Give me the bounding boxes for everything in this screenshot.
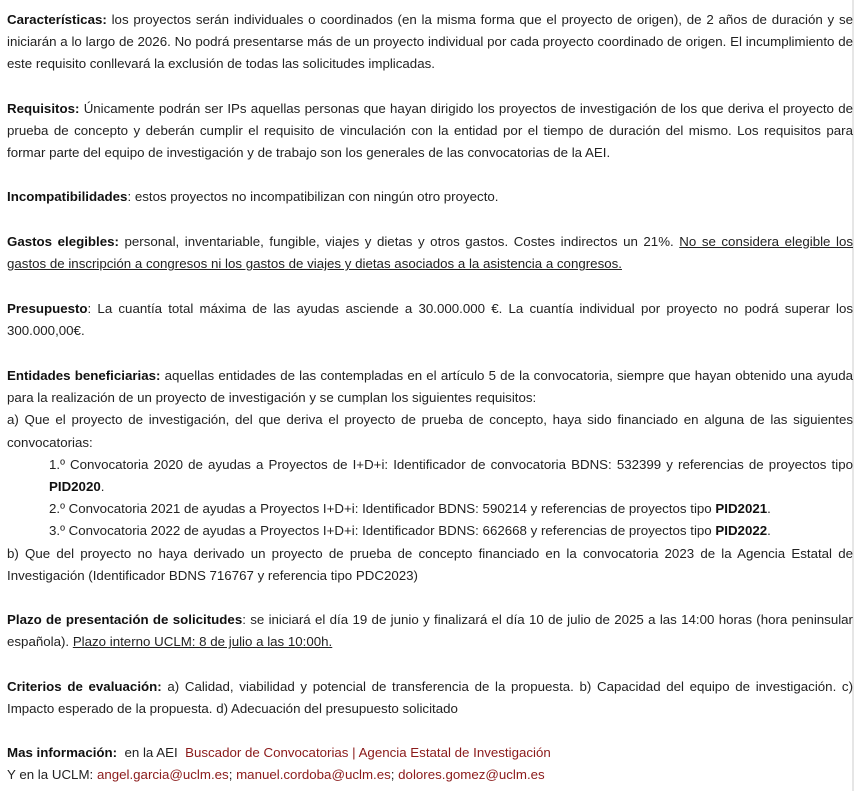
caracteristicas-label: Características: (7, 12, 107, 27)
presupuesto-text: : La cuantía total máxima de las ayudas asciende a 30.000.000 €. La cuantía individual por proyecto no podrá superar los 300.000,00€. (7, 301, 853, 339)
email-link-dolores-gomez[interactable]: dolores.gomez@uclm.es (398, 767, 545, 783)
caracteristicas-text: los proyectos serán individuales o coordinados (en la misma forma que el proyecto de origen), de 2 años de duración y se iniciarán a lo largo de 2026. No podrá presentarse más de un proyecto individual por cada proyecto coordinado de origen. El incumplimiento de este requisito conllevará la exclusión de todas las solicitudes implicadas. (7, 12, 853, 72)
aei-convocatorias-link[interactable]: Buscador de Convocatorias | Agencia Estatal de Investigación (185, 745, 551, 760)
gastos-label: Gastos elegibles: (7, 234, 119, 249)
call-2022-ref: PID2022 (715, 523, 768, 539)
section-caracteristicas (7, 9, 853, 76)
call-2022-text: 3.º Convocatoria 2022 de ayudas a Proyectos I+D+i: Identificador BDNS: 662668 y referencias de proyectos tipo (49, 523, 716, 539)
info-label: Mas información: (7, 745, 118, 760)
call-2021-end: . (767, 501, 771, 517)
plazo-internal: Plazo interno UCLM: 8 de julio a las 10:00h. (72, 634, 333, 650)
entidades-text: aquellas entidades de las contempladas en el artículo 5 de la convocatoria, siempre que hayan obtenido una ayuda para la realización de un proyecto de investigación y se cumplan los siguientes requisitos: (7, 368, 853, 406)
email-link-angel-garcia[interactable]: angel.garcia@uclm.es (96, 767, 229, 783)
section-presupuesto (7, 298, 853, 342)
section-gastos (7, 231, 853, 275)
call-2020-text: 1.º Convocatoria 2020 de ayudas a Proyectos de I+D+i: Identificador de convocatoria BDNS: 532399 y referencias de proyectos tipo (49, 456, 853, 472)
call-2020-end: . (100, 479, 105, 495)
requisitos-text: Únicamente podrán ser IPs aquellas personas que hayan dirigido los proyectos de investigación de los que deriva el proyecto de prueba de concepto y deberán cumplir el requisito de vinculación con la entidad por el tiempo de duración del mismo. Los requisitos para formar parte del equipo de investigación y de trabajo son los generales de las convocatorias de la AEI. (7, 101, 853, 161)
criterios-text: a) Calidad, viabilidad y potencial de transferencia de la propuesta. b) Capacidad del equipo de investigación. c) Impacto esperado de la propuesta. d) Adecuación del presupuesto solicitado (7, 679, 854, 717)
entidades-label: Entidades beneficiarias: (7, 368, 161, 383)
email-separator: ; (228, 767, 237, 783)
call-2022 (7, 520, 853, 542)
entidades-item-a: a) Que el proyecto de investigación, del que deriva el proyecto de prueba de concepto, haya sido financiado en alguna de las siguientes convocatorias: (7, 412, 853, 450)
info-uclm-text: Y en la UCLM: (7, 767, 94, 783)
section-incompatibilidades (7, 186, 853, 208)
incompatibilidades-text: : estos proyectos no incompatibilizan con ningún otro proyecto. (127, 189, 499, 204)
entidades-paragraph (7, 365, 853, 409)
call-2020-ref: PID2020 (49, 479, 101, 495)
info-aei-text: en la AEI (124, 745, 178, 760)
call-2022-end: . (767, 523, 771, 539)
info-aei-line (7, 742, 853, 764)
call-2021-text: 2.º Convocatoria 2021 de ayudas a Proyectos I+D+i: Identificador BDNS: 590214 y referencias de proyectos tipo (49, 501, 716, 517)
email-link-manuel-cordoba[interactable]: manuel.cordoba@uclm.es (236, 767, 391, 783)
section-entidades (7, 365, 853, 587)
email-separator: ; (390, 767, 399, 783)
section-requisitos (7, 98, 853, 165)
section-plazo (7, 609, 853, 653)
plazo-label: Plazo de presentación de solicitudes (7, 612, 243, 627)
presupuesto-label: Presupuesto (7, 301, 88, 316)
section-info (7, 742, 853, 786)
call-2020 (7, 454, 853, 498)
incompatibilidades-label: Incompatibilidades (7, 189, 128, 204)
entidades-item-b: b) Que del proyecto no haya derivado un proyecto de prueba de concepto financiado en la convocatoria 2023 de la Agencia Estatal de Investigación (Identificador BDNS 716767 y referencia tipo PDC2023) (7, 545, 853, 583)
criterios-label: Criterios de evaluación: (7, 679, 162, 694)
gastos-text: personal, inventariable, fungible, viajes y dietas y otros gastos. Costes indirectos un 21%. (124, 234, 674, 249)
section-criterios (7, 676, 853, 720)
requisitos-label: Requisitos: (7, 101, 80, 116)
call-2021-ref: PID2021 (715, 501, 768, 517)
plazo-text: : se iniciará el día 19 de junio y finalizará el día 10 de julio de 2025 a las 14:00 horas (hora peninsular española). (7, 612, 853, 650)
info-uclm-line (7, 764, 853, 786)
call-2021 (7, 498, 853, 520)
gastos-note: No se considera elegible los gastos de inscripción a congresos ni los gastos de viajes y dietas asociados a la asistencia a congresos. (7, 234, 853, 272)
